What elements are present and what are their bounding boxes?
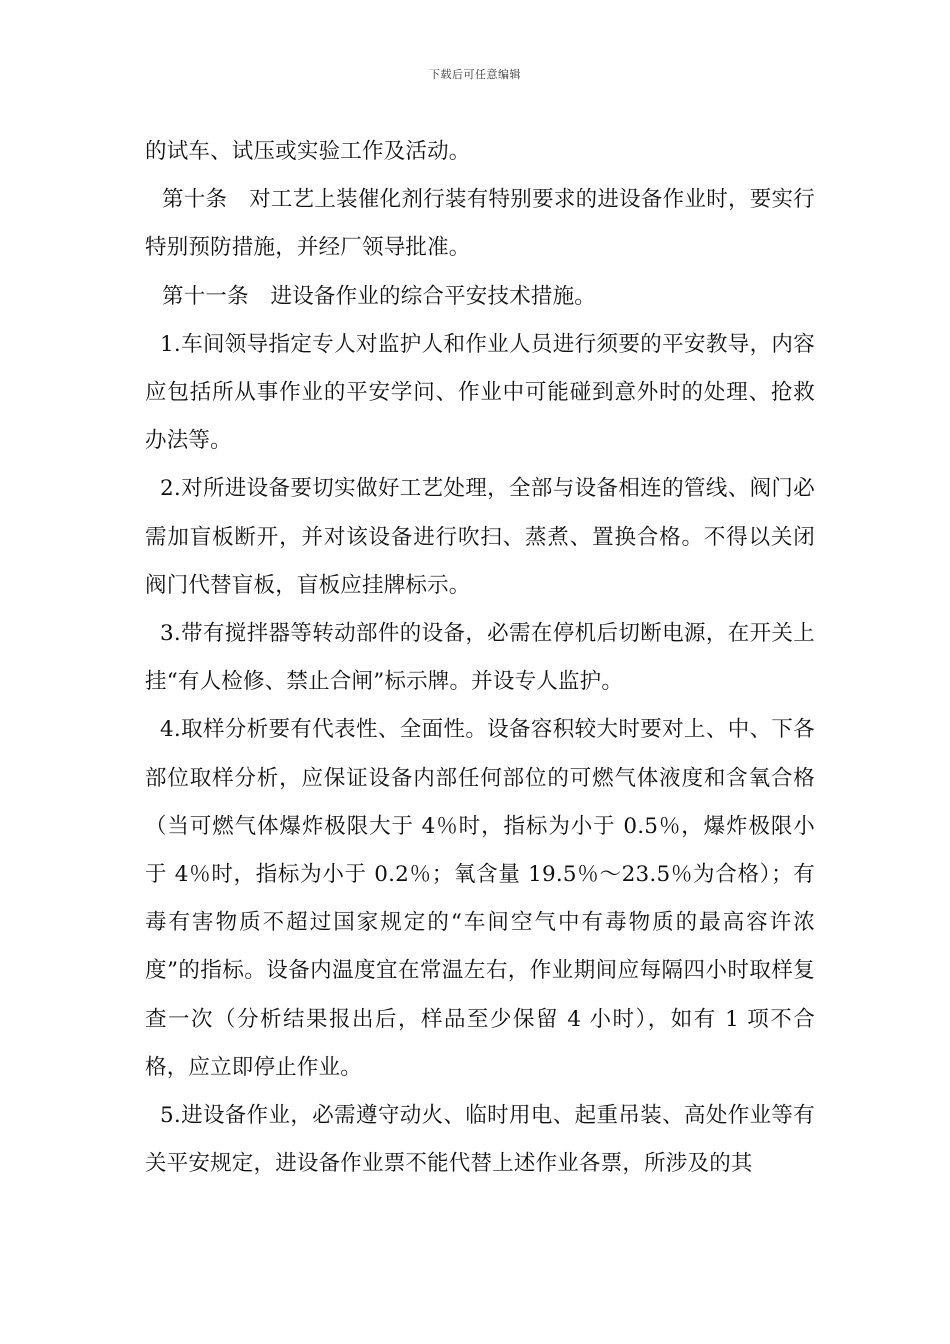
paragraph-continuation: 的试车、试压或实验工作及活动。 (145, 139, 471, 164)
paragraph-item-2: 2.对所进设备要切实做好工艺处理，全部与设备相连的管线、阀门必需加盲板断开，并对该设备进行吹扫、蒸煮、置换合格。不得以关闭阀门代替盲板，盲板应挂牌标示。 (145, 476, 815, 598)
paragraph-item-4: 4.取样分析要有代表性、全面性。设备容积较大时要对上、中、下各部位取样分析，应保证设备内部任何部位的可燃气体液度和含氧合格（当可燃气体爆炸极限大于 4％时，指标为小于 0.5％，爆炸极限小于 4％时，指标为小于 0.2％；氧含量 19.5％～23.5％为合格）；有毒有害物质不超过国家规定的“车间空气中有毒物质的最高容许浓度”的指标。设备内温度宜在常温左右，作业期间应每隔四小时取样复查一次（分析结果报出后，样品至少保留 4 小时），如有 1 项不合格，应立即停止作业。 (145, 717, 815, 1080)
paragraph-item-1: 1.车间领导指定专人对监护人和作业人员进行须要的平安教导，内容应包括所从事作业的平安学问、作业中可能碰到意外时的处理、抢救办法等。 (145, 331, 815, 454)
paragraph-item-3: 3.带有搅拌器等转动部件的设备，必需在停机后切断电源，在开关上挂“有人检修、禁止合闸”标示牌。并设专人监护。 (145, 621, 815, 695)
page-header: 下载后可任意编辑 (429, 68, 521, 81)
paragraph-article-11: 第十一条 进设备作业的综合平安技术措施。 (162, 283, 597, 309)
paragraph-article-10: 第十条 对工艺上装催化剂行装有特别要求的进设备作业时，要实行特别预防措施，并经厂领导批准。 (145, 187, 815, 261)
paragraph-item-5: 5.进设备作业，必需遵守动火、临时用电、起重吊装、高处作业等有关平安规定，进设备作业票不能代替上述作业各票，所涉及的其 (145, 1103, 815, 1177)
document-body (145, 128, 815, 1188)
